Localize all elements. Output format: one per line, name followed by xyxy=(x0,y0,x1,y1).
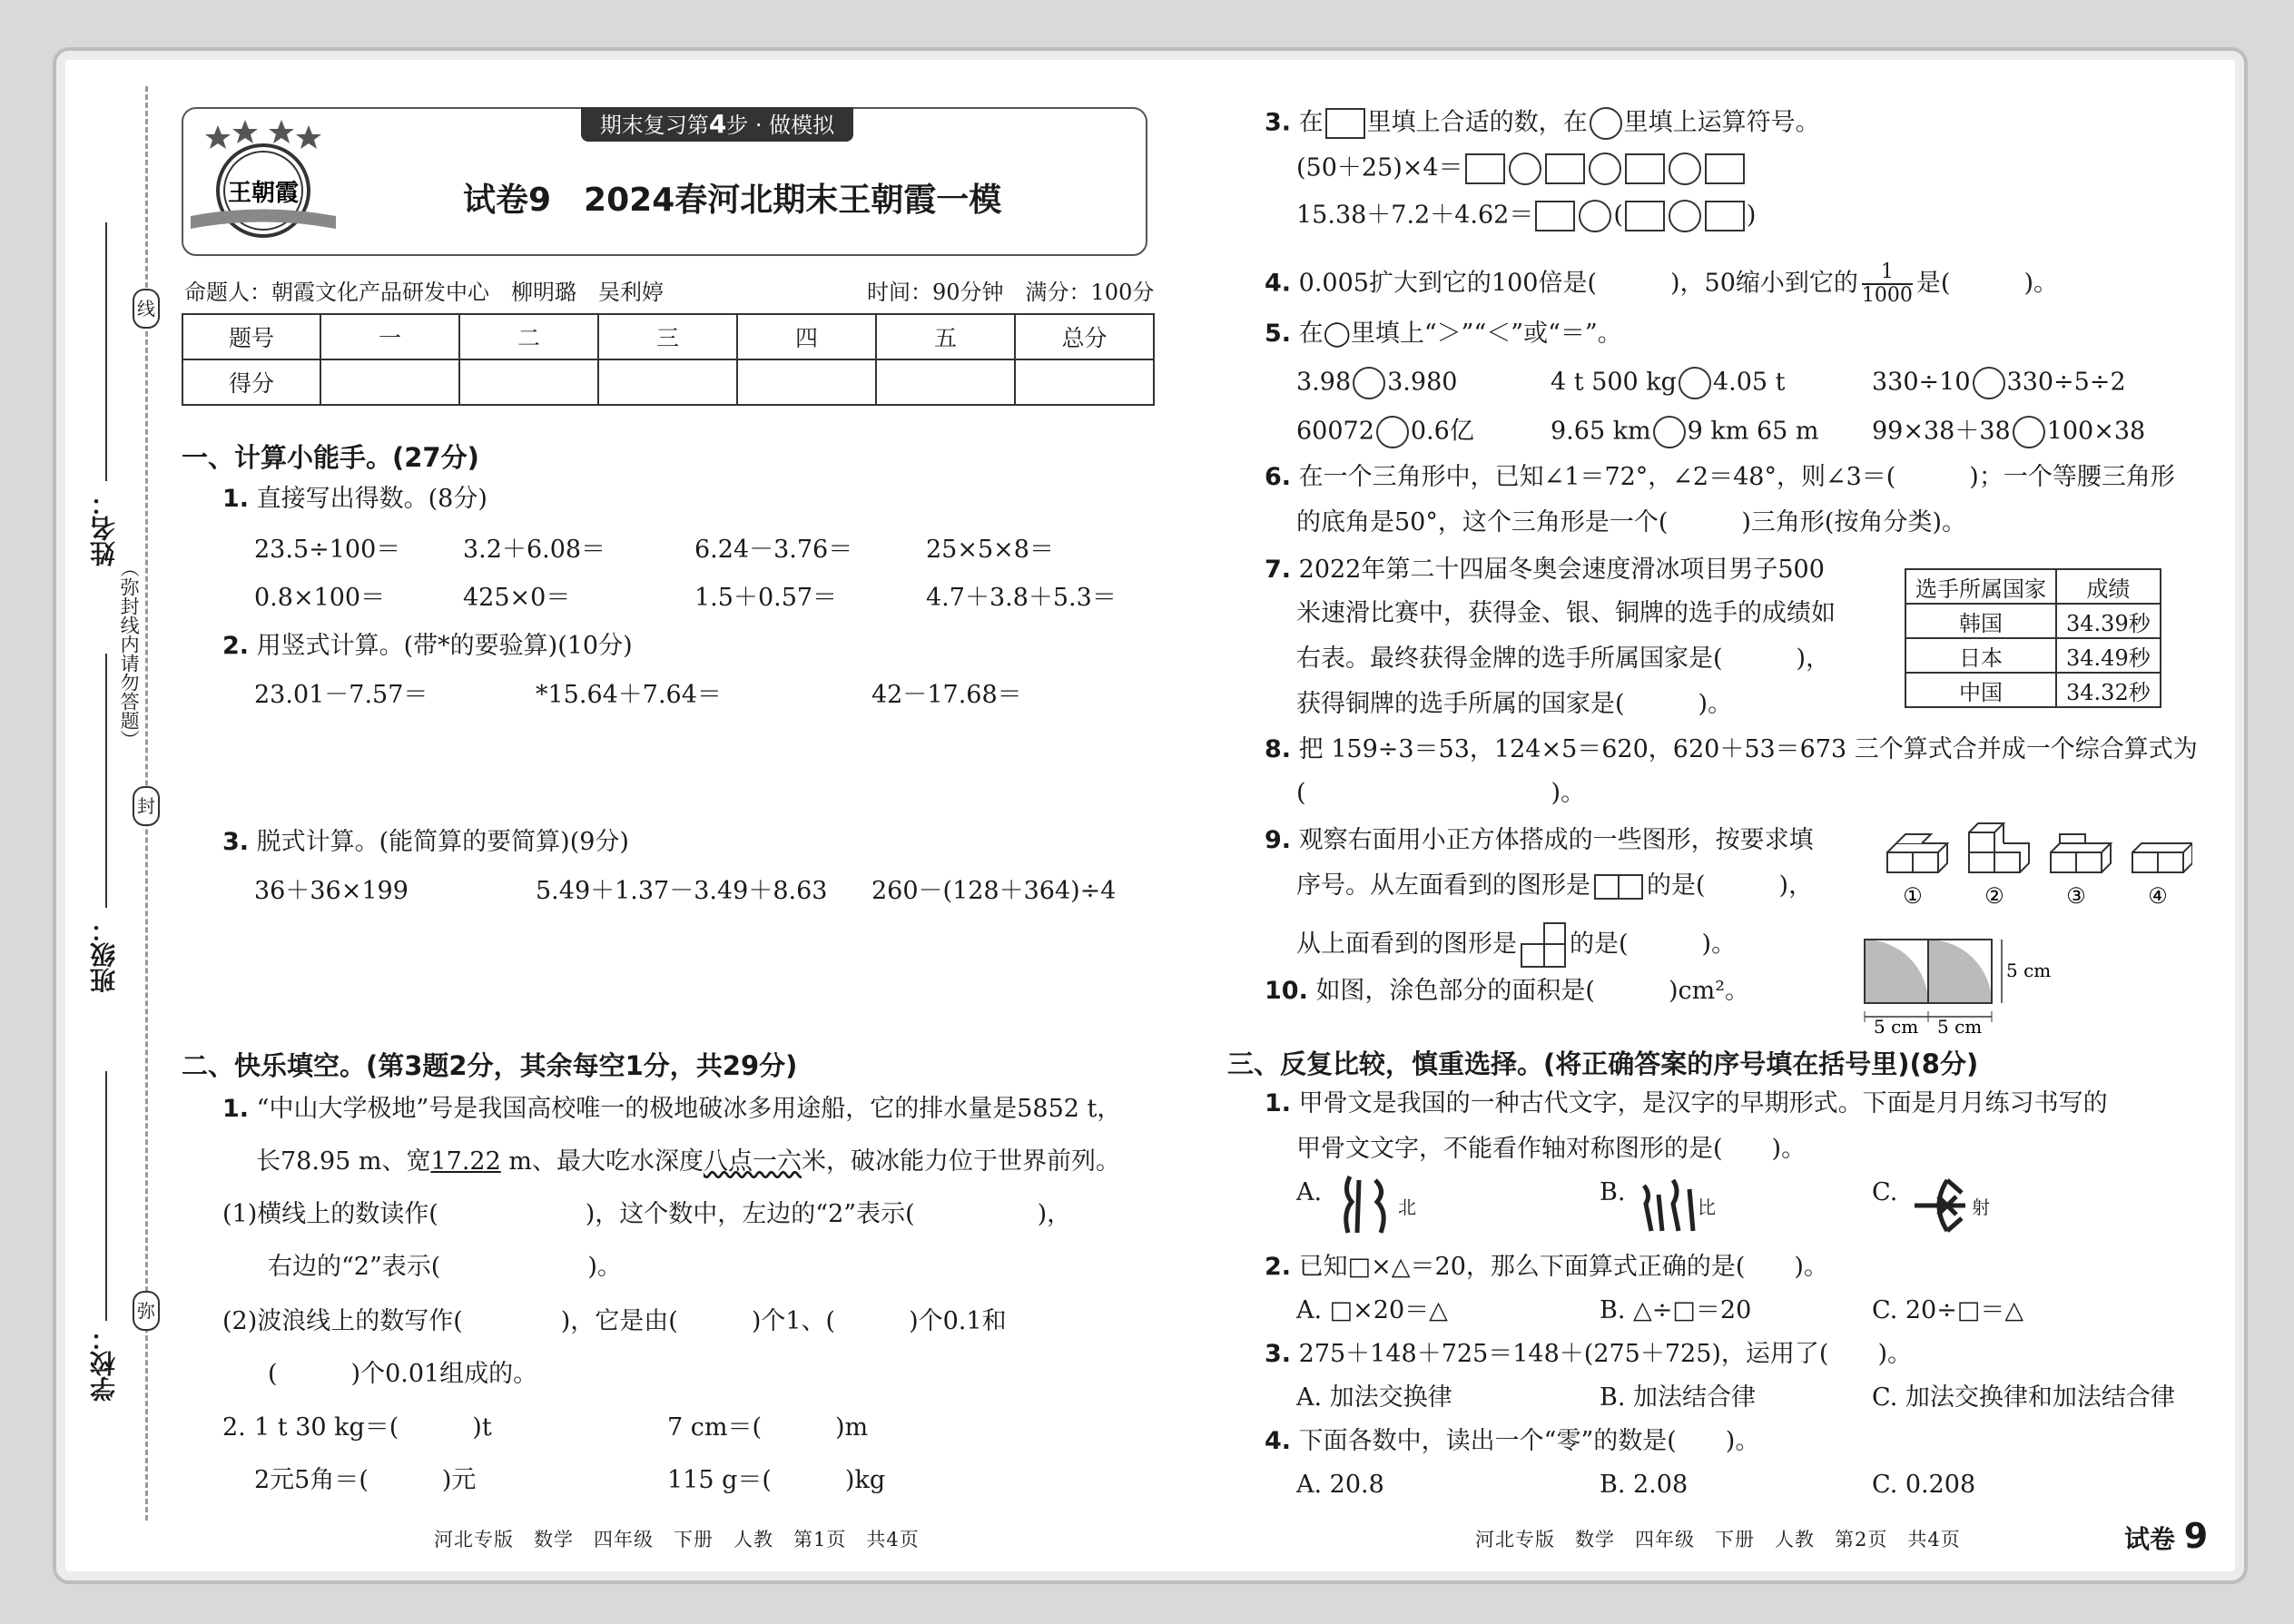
s2-q6-line1: 6. 在一个三角形中，已知∠1＝72°，∠2＝48°，则∠3＝( )；一个等腰三角形 xyxy=(1265,463,2175,491)
s1-q1-item: 425×0＝ xyxy=(463,584,571,612)
s2-q7-line3: 右表。最终获得金牌的选手所属国家是( )， xyxy=(1296,645,1831,673)
s2-q1-sub1b: 右边的“2”表示( )。 xyxy=(268,1253,622,1281)
cube-label: ③ xyxy=(2066,883,2086,909)
s3-q2: 2. 已知□×△＝20，那么下面算式正确的是( )。 xyxy=(1265,1253,1828,1281)
score-header: 四 xyxy=(737,314,876,359)
score-cell[interactable] xyxy=(876,359,1015,405)
exam-authors: 命题人：朝霞文化产品研发中心 柳明璐 吴利婷 xyxy=(184,280,664,305)
oracle-glyph-she-icon xyxy=(1911,1173,1974,1236)
s2-q5-item: 99×38＋38 100×38 xyxy=(1872,416,2145,448)
s1-q3-item: 36＋36×199 xyxy=(254,877,409,905)
s2-q5-item: 4 t 500 kg 4.05 t xyxy=(1551,367,1786,399)
dim-label: 5 cm xyxy=(2006,960,2052,981)
score-cell[interactable] xyxy=(1015,359,1154,405)
s3-q3: 3. 275＋148＋725＝148＋(275＋725)，运用了( )。 xyxy=(1265,1340,1912,1368)
s1-q3-item: 260－(128＋364)÷4 xyxy=(871,877,1117,905)
medal-cell: 34.32秒 xyxy=(2056,673,2161,707)
school-label: 学校： xyxy=(89,1325,119,1402)
s2-q5-item: 330÷10 330÷5÷2 xyxy=(1872,367,2126,399)
s2-q3-expr1: (50＋25)×4＝ xyxy=(1296,153,1747,185)
medal-table xyxy=(1905,568,2161,708)
cube-label: ① xyxy=(1903,883,1923,909)
dim-label: 5 cm xyxy=(1937,1016,1983,1035)
score-header: 总分 xyxy=(1015,314,1154,359)
medal-cell: 中国 xyxy=(1905,673,2056,707)
score-row-label: 得分 xyxy=(182,359,320,405)
s3-q2-option[interactable]: C. 20÷□＝△ xyxy=(1872,1296,2024,1324)
s1-q1-item: 4.7＋3.8＋5.3＝ xyxy=(926,584,1117,612)
s2-q5: 5. 在◯里填上“＞”“＜”或“＝”。 xyxy=(1265,320,1622,348)
s2-q5-item: 3.98 3.980 xyxy=(1296,367,1457,399)
s2-q8-line1: 8. 把 159÷3＝53，124×5＝620，620＋53＝673 三个算式合并成一个综合算式为 xyxy=(1265,735,2198,763)
class-label: 班级： xyxy=(89,917,119,993)
score-header: 一 xyxy=(320,314,459,359)
exam-time: 时间：90分钟 满分：100分 xyxy=(867,280,1155,305)
binding-seal-mark: 封 xyxy=(133,786,160,826)
s2-q5-item: 60072 0.6亿 xyxy=(1296,416,1474,448)
score-header: 五 xyxy=(876,314,1015,359)
cube-figures xyxy=(1884,822,2192,912)
logo-text: 王朝霞 xyxy=(227,180,300,207)
s2-q5-item: 9.65 km 9 km 65 m xyxy=(1551,416,1819,448)
dim-label: 5 cm xyxy=(1874,1016,1919,1035)
s2-q9-line2: 序号。从左面看到的图形是 的是( )， xyxy=(1296,871,1814,900)
s2-q3-expr2: 15.38＋7.2＋4.62＝ ( ) xyxy=(1296,200,1756,232)
s2-q2-item: 1 t 30 kg＝( )t xyxy=(254,1413,492,1442)
s3-q4-option[interactable]: B. 2.08 xyxy=(1600,1471,1689,1499)
section3-title: 三、反复比较，慎重选择。(将正确答案的序号填在括号里)(8分) xyxy=(1227,1048,1979,1079)
footer-right: 河北专版 数学 四年级 下册 人教 第2页 共4页 xyxy=(1475,1529,1961,1550)
s3-q4-option[interactable]: A. 20.8 xyxy=(1296,1471,1384,1499)
s2-q9-line3: 从上面看到的图形是 的是( )。 xyxy=(1296,922,1736,968)
score-table xyxy=(182,313,1155,406)
score-header: 二 xyxy=(459,314,598,359)
s1-q1-item: 6.24－3.76＝ xyxy=(694,536,853,564)
oracle-glyph-bei-icon xyxy=(1339,1173,1393,1236)
oracle-glyph-bi-icon xyxy=(1639,1173,1702,1236)
medal-cell: 34.39秒 xyxy=(2056,604,2161,638)
s1-q1-item: 0.8×100＝ xyxy=(254,584,386,612)
s2-q1-line1: 1. “中山大学极地”号是我国高校唯一的极地破冰多用途船，它的排水量是5852 t， xyxy=(222,1095,1122,1123)
paper-label: 试卷 9 xyxy=(2124,1516,2209,1556)
s1-q2: 2. 用竖式计算。(带*的要验算)(10分) xyxy=(222,632,633,660)
s2-q7-line2: 米速滑比赛中，获得金、银、铜牌的选手的成绩如 xyxy=(1296,599,1836,627)
school-field[interactable] xyxy=(105,1071,107,1321)
s3-q2-option[interactable]: A. □×20＝△ xyxy=(1296,1296,1448,1324)
s2-q2-item: 7 cm＝( )m xyxy=(667,1413,869,1442)
section1-title: 一、计算小能手。(27分) xyxy=(182,442,479,473)
s3-q4: 4. 下面各数中，读出一个“零”的数是( )。 xyxy=(1265,1427,1760,1455)
binding-note: （弥封线内请勿答题） xyxy=(118,558,141,749)
s2-q4: 4. 0.005扩大到它的100倍是( )，50缩小到它的 $\frac{1}{1000}$ 是( )。 xyxy=(1265,261,2058,308)
s2-q7-line1: 7. 2022年第二十四届冬奥会速度滑冰项目男子500 xyxy=(1265,556,1825,584)
s2-q1-sub2b: ( )个0.01组成的。 xyxy=(268,1360,538,1388)
s1-q2-item: *15.64＋7.64＝ xyxy=(536,681,722,709)
oracle-glyph-caption: 北 xyxy=(1398,1196,1416,1218)
s1-q3: 3. 脱式计算。(能简算的要简算)(9分) xyxy=(222,828,629,856)
medal-cell: 34.49秒 xyxy=(2056,638,2161,673)
score-cell[interactable] xyxy=(598,359,737,405)
s3-q1-option[interactable]: B. xyxy=(1600,1178,1626,1206)
s3-q3-option[interactable]: A. 加法交换律 xyxy=(1296,1383,1452,1412)
s3-q1-option[interactable]: C. xyxy=(1872,1178,1898,1206)
medal-cell: 日本 xyxy=(1905,638,2056,673)
header-tab: 期末复习第4步 · 做模拟 xyxy=(581,107,853,142)
score-header: 题号 xyxy=(182,314,320,359)
cube-label: ④ xyxy=(2148,883,2168,909)
name-field[interactable] xyxy=(105,222,107,481)
medal-cell: 韩国 xyxy=(1905,604,2056,638)
s3-q1-line2: 甲骨文文字，不能看作轴对称图形的是( )。 xyxy=(1296,1135,1807,1163)
s2-q9-line1: 9. 观察右面用小正方体搭成的一些图形，按要求填 xyxy=(1265,826,1814,854)
section2-title: 二、快乐填空。(第3题2分，其余每空1分，共29分) xyxy=(182,1050,798,1081)
s3-q1-option[interactable]: A. xyxy=(1296,1178,1323,1206)
s1-q2-item: 23.01－7.57＝ xyxy=(254,681,428,709)
footer-left: 河北专版 数学 四年级 下册 人教 第1页 共4页 xyxy=(434,1529,920,1550)
s2-q10: 10. 如图，涂色部分的面积是( )cm²。 xyxy=(1265,977,1750,1005)
s3-q3-option[interactable]: B. 加法结合律 xyxy=(1600,1383,1757,1412)
medal-header: 选手所属国家 xyxy=(1905,569,2056,604)
s3-q2-option[interactable]: B. △÷□＝20 xyxy=(1600,1296,1752,1324)
s1-q1-item: 3.2＋6.08＝ xyxy=(463,536,606,564)
s1-q1-item: 1.5＋0.57＝ xyxy=(694,584,838,612)
score-cell[interactable] xyxy=(459,359,598,405)
binding-secret-mark: 弥 xyxy=(133,1291,160,1331)
exam-title: 试卷9 2024春河北期末王朝霞一模 xyxy=(463,182,1002,219)
brand-logo xyxy=(191,116,336,243)
oracle-glyph-caption: 比 xyxy=(1698,1196,1716,1218)
s3-q4-option[interactable]: C. 0.208 xyxy=(1872,1471,1976,1499)
score-header: 三 xyxy=(598,314,737,359)
score-cell[interactable] xyxy=(320,359,459,405)
s1-q1-item: 23.5÷100＝ xyxy=(254,536,401,564)
s2-q3-line1: 3. 在 里填上合适的数，在 里填上运算符号。 xyxy=(1265,107,1820,140)
class-field[interactable] xyxy=(105,654,107,908)
s2-q1-sub2a: (2)波浪线上的数写作( )，它是由( )个1、( )个0.1和 xyxy=(222,1307,1007,1335)
medal-header: 成绩 xyxy=(2056,569,2161,604)
score-cell[interactable] xyxy=(737,359,876,405)
s2-q6-line2: 的底角是50°，这个三角形是一个( )三角形(按角分类)。 xyxy=(1296,508,1966,536)
s2-q2-item: 115 g＝( )kg xyxy=(667,1466,886,1494)
s2-q2-num: 2. xyxy=(222,1413,246,1442)
s2-q8-line2: ( )。 xyxy=(1296,779,1586,807)
s2-q2-item: 2元5角＝( )元 xyxy=(254,1466,477,1494)
binding-line-mark: 线 xyxy=(133,289,160,329)
oracle-glyph-caption: 射 xyxy=(1972,1196,1990,1218)
s2-q1-line2: 长78.95 m、宽17.22 m、最大吃水深度八点一六米，破冰能力位于世界前列。 xyxy=(256,1147,1120,1176)
s1-q3-item: 5.49＋1.37－3.49＋8.63 xyxy=(536,877,828,905)
s1-q1: 1. 直接写出得数。(8分) xyxy=(222,485,487,513)
s3-q1-line1: 1. 甲骨文是我国的一种古代文字，是汉字的早期形式。下面是月月练习书写的 xyxy=(1265,1089,2108,1117)
cube-label: ② xyxy=(1984,883,2004,909)
s2-q7-line4: 获得铜牌的选手所属的国家是( )。 xyxy=(1296,690,1733,718)
s1-q1-item: 25×5×8＝ xyxy=(926,536,1054,564)
s2-q1-sub1a: (1)横线上的数读作( )，这个数中，左边的“2”表示( )， xyxy=(222,1200,1072,1228)
shaded-area-figure xyxy=(1861,935,2106,1035)
s3-q3-option[interactable]: C. 加法交换律和加法结合律 xyxy=(1872,1383,2175,1412)
s1-q2-item: 42－17.68＝ xyxy=(871,681,1022,709)
name-label: 姓名： xyxy=(89,490,119,566)
